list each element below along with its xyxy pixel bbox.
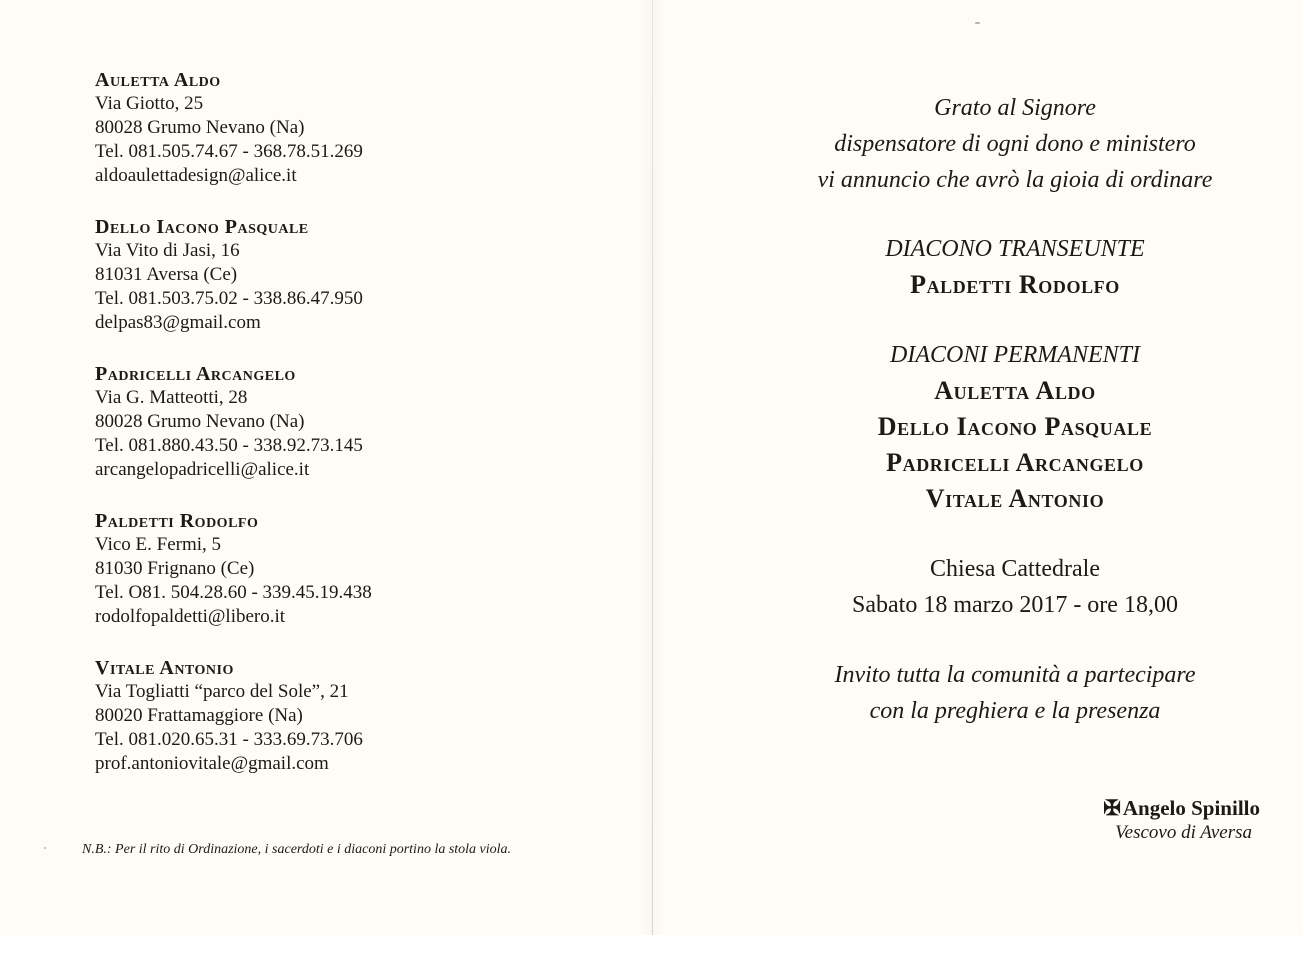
contact-phone: Tel. 081.880.43.50 - 338.92.73.145 [95, 435, 363, 456]
contact-name: Dello Iacono Pasquale [95, 216, 309, 238]
contact-city: 81031 Aversa (Ce) [95, 264, 238, 285]
event-datetime: Sabato 18 marzo 2017 - ore 18,00 [852, 592, 1178, 618]
contact-city: 80028 Grumo Nevano (Na) [95, 411, 305, 432]
permanent-name: Auletta Aldo [934, 376, 1096, 405]
contact-name: Paldetti Rodolfo [95, 510, 259, 532]
invitation-line: con la preghiera e la presenza [869, 698, 1161, 724]
contact-city: 80020 Frattamaggiore (Na) [95, 705, 303, 726]
event-place: Chiesa Cattedrale [930, 556, 1100, 582]
contact-address: Via Giotto, 25 [95, 93, 204, 114]
signature-block [1030, 795, 1260, 845]
center-fold [652, 0, 653, 935]
contact-phone: Tel. 081.505.74.67 - 368.78.51.269 [95, 141, 363, 162]
contact-name: Vitale Antonio [95, 657, 234, 679]
transient-label: DIACONO TRANSEUNTE [885, 236, 1145, 262]
contact-email: rodolfopaldetti@libero.it [95, 606, 286, 627]
contact-entry [95, 362, 615, 482]
permanent-name: Padricelli Arcangelo [886, 448, 1144, 477]
contact-city: 80028 Grumo Nevano (Na) [95, 117, 305, 138]
contact-name: Padricelli Arcangelo [95, 363, 296, 385]
contact-email: delpas83@gmail.com [95, 312, 261, 333]
signature-role: Vescovo di Aversa [1115, 822, 1252, 843]
contact-email: arcangelopadricelli@alice.it [95, 459, 310, 480]
contact-address: Via G. Matteotti, 28 [95, 387, 248, 408]
contact-entry [95, 215, 615, 335]
footnote: N.B.: Per il rito di Ordinazione, i sacerdoti e i diaconi portino la stola viola. [82, 842, 512, 857]
contact-address: Vico E. Fermi, 5 [95, 534, 222, 555]
transient-deacon-section [700, 232, 1303, 303]
event-details [700, 551, 1303, 623]
invitation-line: Invito tutta la comunità a partecipare [834, 662, 1196, 688]
contact-list [95, 68, 615, 803]
signature-name: Angelo Spinillo [1122, 796, 1260, 820]
intro-text [700, 90, 1303, 198]
signature-name-line [1030, 795, 1260, 821]
contact-address: Via Togliatti “parco del Sole”, 21 [95, 681, 349, 702]
paper-speck [44, 847, 46, 849]
intro-line: vi annuncio che avrò la gioia di ordinare [817, 167, 1213, 193]
cross-icon: ✠ [1103, 796, 1121, 820]
permanent-label: DIACONI PERMANENTI [890, 342, 1140, 368]
contact-city: 81030 Frignano (Ce) [95, 558, 255, 579]
permanent-name: Vitale Antonio [925, 484, 1105, 513]
contact-entry [95, 656, 615, 776]
permanent-name: Dello Iacono Pasquale [877, 412, 1153, 441]
intro-line: Grato al Signore [934, 95, 1096, 121]
contact-entry [95, 68, 615, 188]
transient-name: Paldetti Rodolfo [910, 270, 1120, 299]
contact-email: aldoaulettadesign@alice.it [95, 165, 297, 186]
intro-line: dispensatore di ogni dono e ministero [834, 131, 1196, 157]
permanent-deacons-section [700, 338, 1303, 517]
contact-phone: Tel. 081.503.75.02 - 338.86.47.950 [95, 288, 363, 309]
contact-phone: Tel. O81. 504.28.60 - 339.45.19.438 [95, 582, 372, 603]
paper-speck [975, 22, 980, 24]
contact-phone: Tel. 081.020.65.31 - 333.69.73.706 [95, 729, 363, 750]
contact-email: prof.antoniovitale@gmail.com [95, 753, 329, 774]
contact-name: Auletta Aldo [95, 69, 221, 91]
invitation-text [700, 657, 1303, 729]
contact-address: Via Vito di Jasi, 16 [95, 240, 240, 261]
contact-entry [95, 509, 615, 629]
